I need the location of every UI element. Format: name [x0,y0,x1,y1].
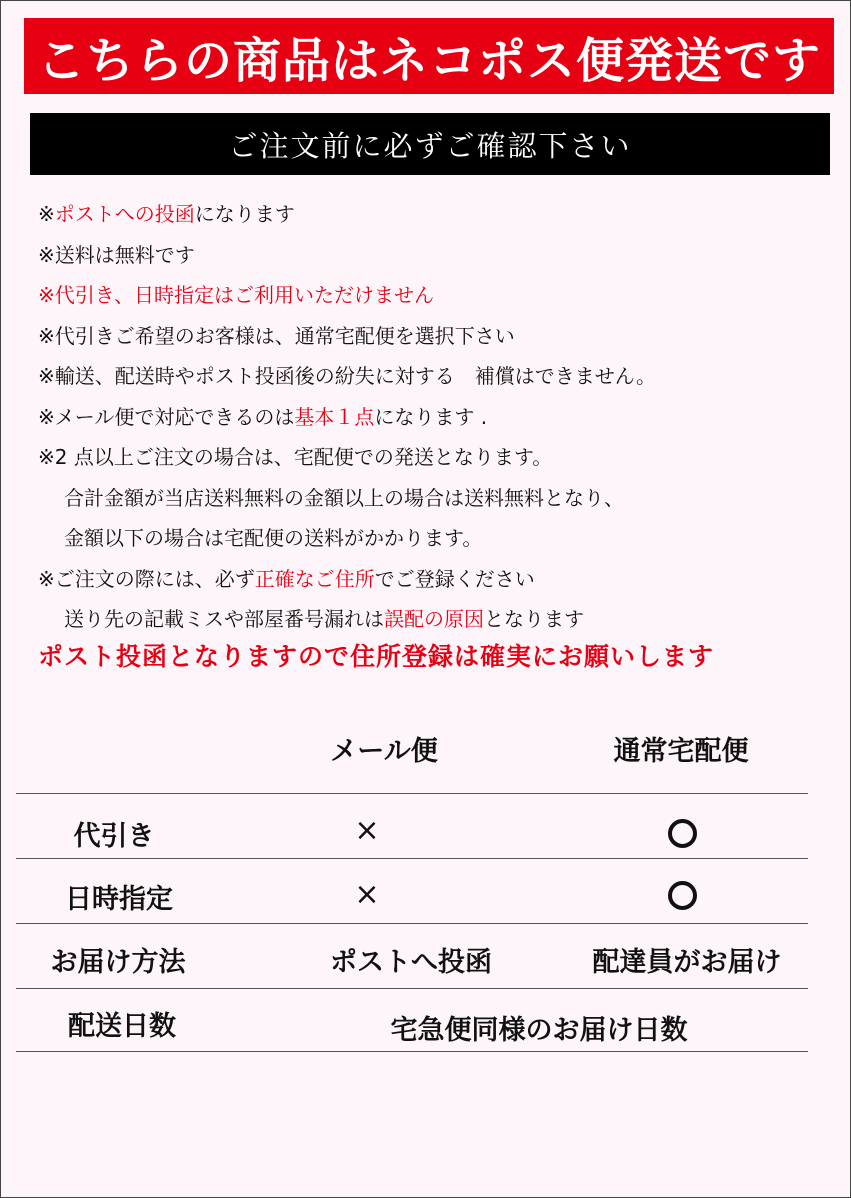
note-highlight: ポストへの投函 [54,202,195,226]
row-label-date: 日時指定 [65,884,173,915]
note-line [38,518,828,559]
note-highlight: 誤配の原因 [384,607,484,631]
note-text: でご登録ください [374,566,535,591]
note-text: 金額以下の場合は宅配便の送料がかかります。 [64,526,483,550]
delivery-method-mail: ポストへ投函 [330,947,492,978]
note-text: ※ [38,202,55,226]
note-text: ※2 点以上ご注文の場合は、宅配便での発送となります。 [38,445,553,469]
note-line [38,316,828,357]
note-line [38,478,828,519]
table-divider [16,1051,808,1052]
notes-list [38,194,828,640]
final-warning: ポスト投函となりますので住所登録は確実にお願いします [38,642,715,671]
note-line [38,275,828,316]
note-highlight: 基本１点 [294,404,375,429]
row-label-delivery-days: 配送日数 [68,1011,176,1042]
note-text: ※メール便で対応できるのは [38,404,295,429]
note-text: 合計金額が当店送料無料の金額以上の場合は送料無料となり、 [64,485,624,510]
note-line [38,194,828,235]
note-text: ※送料は無料です [38,242,195,267]
note-line [38,356,828,397]
note-text: ※代引きご希望のお客様は、通常宅配便を選択下さい [38,323,515,348]
cod-mail-value: × [354,813,380,848]
title-banner [24,18,834,94]
table-divider [16,858,808,859]
table-divider [16,988,808,989]
date-takuhai-circle-mark [668,881,697,910]
note-highlight: 正確なご住所 [254,566,375,591]
row-label-delivery-method: お届け方法 [50,947,186,978]
delivery-method-takuhai: 配達員がお届け [592,947,782,978]
cod-takuhai-circle-mark [668,819,697,848]
note-text: 送り先の記載ミスや部屋番号漏れは [64,607,384,631]
note-line [38,559,828,600]
note-text: となります [484,607,584,631]
table-divider [16,923,808,924]
banner-title: こちらの商品はネコポス便発送です [36,32,821,89]
note-text: になります . [374,404,488,429]
subheader-bar [30,113,830,175]
date-mail-value: × [354,877,380,912]
table-divider [16,793,808,794]
note-text: ※ご注文の際には、必ず [38,566,255,591]
column-header-mail: メール便 [330,736,438,767]
note-line [38,437,828,478]
note-highlight: ※ [38,283,55,307]
note-highlight: 代引き、日時指定はご利用いただけません [54,283,434,307]
delivery-days-value: 宅急便同様のお届け日数 [390,1015,688,1046]
column-header-takuhai: 通常宅配便 [613,736,749,767]
note-text: になります [194,202,295,226]
note-line [38,397,828,438]
note-text: ※輸送、配送時やポスト投函後の紛失に対する 補償はできません。 [38,364,656,388]
row-label-cod: 代引き [73,821,155,852]
note-line [38,599,828,640]
note-line [38,235,828,276]
subheader-text: ご注文前に必ずご確認下さい [228,128,632,163]
